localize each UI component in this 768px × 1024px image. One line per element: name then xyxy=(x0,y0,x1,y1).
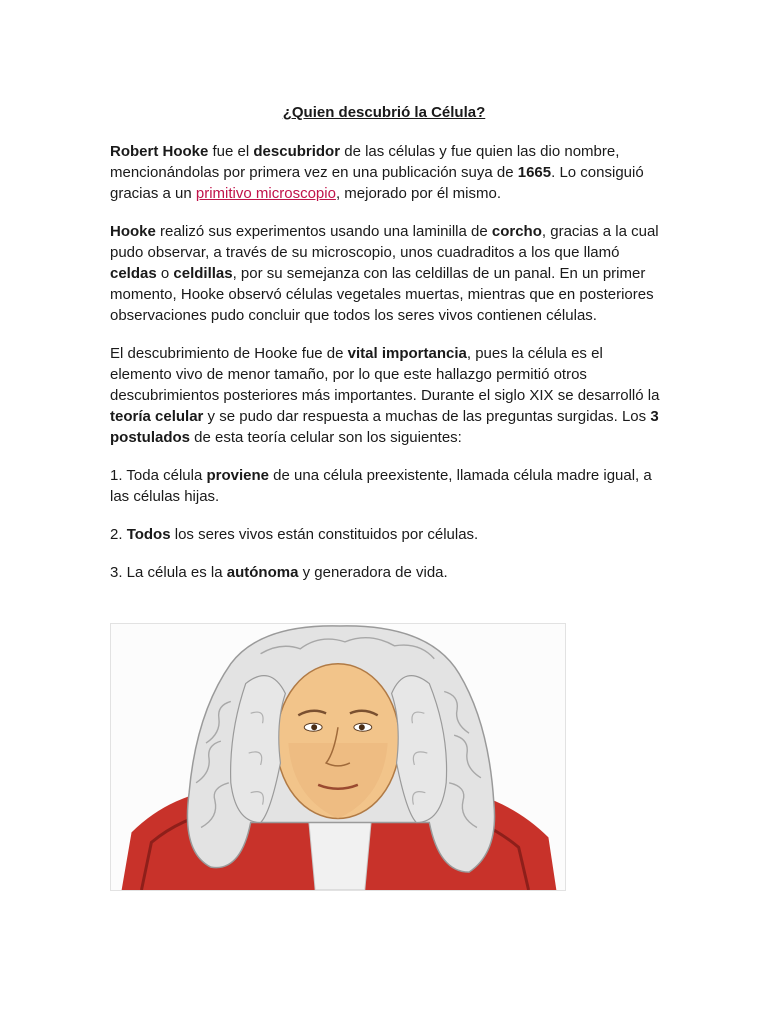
bold-text: 1665 xyxy=(517,164,552,181)
bold-text: celdas xyxy=(110,265,157,282)
paragraph xyxy=(110,465,665,507)
paragraph xyxy=(110,221,665,326)
text-run: 2. xyxy=(110,526,127,543)
text-run: fue el xyxy=(208,143,254,160)
text-run: , gracias a la cual pudo observar, a través de su microscopio, unos cuadraditos a los que llamó xyxy=(110,223,659,261)
text-run: de las células y fue quien las dio nombre, mencionándolas por primera vez en una publicación suya de xyxy=(110,143,620,181)
bold-text: proviene xyxy=(206,467,269,484)
bold-text: Robert Hooke xyxy=(110,143,209,160)
text-run: y generadora de vida. xyxy=(298,564,448,581)
text-run: . Lo consiguió gracias a un xyxy=(110,164,644,202)
paragraph xyxy=(110,562,665,583)
document-title: ¿Quien descubrió la Célula? xyxy=(282,104,486,121)
text-run: y se pudo dar respuesta a muchas de las preguntas surgidas. Los xyxy=(203,408,651,425)
bold-text: Todos xyxy=(126,526,171,543)
text-run: , pues la célula es el elemento vivo de menor tamaño, por lo que este hallazgo permitió otros descubrimientos posteriores más importantes. Durante el siglo XIX se desarrolló la xyxy=(110,345,660,404)
text-run: de esta teoría celular son los siguientes: xyxy=(190,429,462,446)
paragraph xyxy=(110,524,665,545)
text-run: realizó sus experimentos usando una laminilla de xyxy=(155,223,492,240)
text-run: , por su semejanza con las celdillas de un panal. En un primer momento, Hooke observó células vegetales muertas, mientras que en posteriores observaciones pudo concluir que todos los seres vivos contienen células. xyxy=(110,265,654,324)
paragraph xyxy=(110,343,665,448)
text-run: 3. La célula es la xyxy=(110,564,227,581)
bold-text: autónoma xyxy=(226,564,299,581)
portrait-image xyxy=(110,623,566,891)
text-run: o xyxy=(156,265,174,282)
bold-text: celdillas xyxy=(173,265,233,282)
robert-hooke-portrait-illustration xyxy=(111,624,565,890)
paragraph xyxy=(110,141,665,204)
text-run: los seres vivos están constituidos por células. xyxy=(170,526,479,543)
text-run: 1. Toda célula xyxy=(110,467,207,484)
bold-text: teoría celular xyxy=(110,408,204,425)
text-run: de una célula preexistente, llamada célula madre igual, a las células hijas. xyxy=(110,467,652,505)
bold-text: corcho xyxy=(491,223,542,240)
microscope-link[interactable]: primitivo microscopio xyxy=(195,185,336,202)
document-body xyxy=(110,141,665,600)
text-run: , mejorado por él mismo. xyxy=(335,185,501,202)
bold-text: descubridor xyxy=(253,143,341,160)
text-run: El descubrimiento de Hooke fue de xyxy=(110,345,348,362)
bold-text: vital importancia xyxy=(347,345,467,362)
bold-text: 3 postulados xyxy=(110,408,659,446)
bold-text: Hooke xyxy=(110,223,156,240)
